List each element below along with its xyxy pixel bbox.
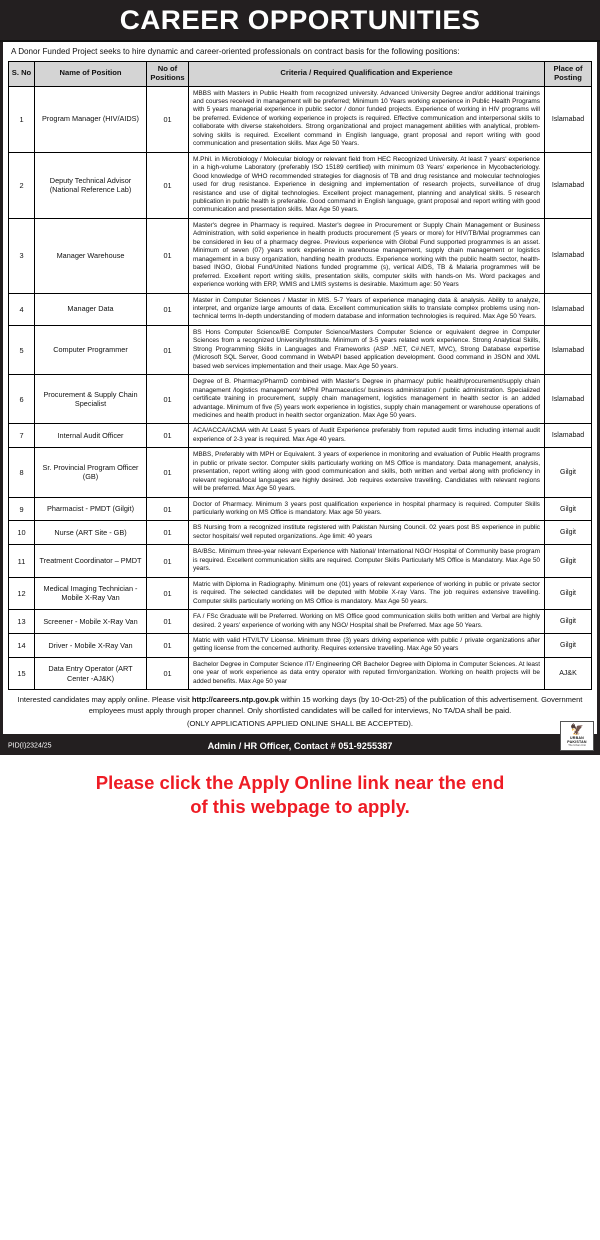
table-row <box>9 545 592 577</box>
logo-label: URBAN PAKISTAN <box>567 735 587 744</box>
intro-text: A Donor Funded Project seeks to hire dynamic and career-oriented professionals on contract basis for the following positions: <box>11 47 460 56</box>
cell-criteria: BA/BSc. Minimum three-year relevant Experience with National/ International NGO/ Hospital of Community base program is required. Excellent communication skills are required. Computer Skills Particularly MS Office is Mandatory. Max Age 50 years. <box>189 545 545 577</box>
jobs-table-wrap <box>0 61 600 690</box>
cell-place: Islamabad <box>545 218 592 293</box>
cell-place: Islamabad <box>545 424 592 448</box>
cell-criteria: Master's degree in Pharmacy is required. Master's degree in Procurement or Supply Chain Management or Business Administration, with solid experience in health products procurement (5 years or more) for HIV/TB/Mal programmes can be considered in lieu of a pharmacy degree. Previous experience with Global Fund supported programmes is an asset. Minimum of seven (07) years work experience in warehouse management, supply chain management or logistics management in a busy organization, handling health products. Experience working with the public health sector, health-based INGO, Global Fund/United Nations funded programme (s), vertical AIDS, TB & Malaria programmes will be preferred. Excellent report writing skills, presentation skills, computer skills with hands-on Ms. Word packages and experience working with ERP, WMIS and LMIS systems is desirable. Maximum age: 50 Years <box>189 218 545 293</box>
banner <box>0 0 600 42</box>
cell-num: 01 <box>147 152 189 218</box>
table-row <box>9 86 592 152</box>
table-row <box>9 610 592 634</box>
cell-criteria: Bachelor Degree in Computer Science /IT/ Engineering OR Bachelor Degree with Diploma in Computer Sciences. At least one year of work experience as data entry operator with reputed firm/organization. Working on health projects will be added benefits. Max Age 50 year <box>189 657 545 689</box>
table-row <box>9 448 592 497</box>
cell-sno: 7 <box>9 424 35 448</box>
cell-criteria: Master in Computer Sciences / Master in MIS. 5-7 Years of experience managing data & analysis. Ability to analyze, interpret, and organize large amounts of data. Excellent communication skills to translate complex problems using non-technical terms In-depth understanding of modern database and information technologies is required. Max Age 50 Years. <box>189 293 545 325</box>
cell-place: Islamabad <box>545 152 592 218</box>
table-row <box>9 497 592 521</box>
cell-criteria: ACA/ACCA/ACMA with At Least 5 years of Audit Experience preferably from reputed audit firms including internal audit experience of 2-3 year is required. Max Age 40 years. <box>189 424 545 448</box>
cell-criteria: MBBS, Preferably with MPH or Equivalent. 3 years of experience in monitoring and evaluation of Public Health programs in public or private sector. Computer skills particularly working on MS Office is mandatory. Data management, analysis, presentation, report writing along with good communication and skills, both written and verbal along with proficiency in relevant regional/local languages are highly desired. Job requires extensive travelling. Candidates with relevant regions will be preferred. Max Age 50 years. <box>189 448 545 497</box>
cell-position: Manager Warehouse <box>35 218 147 293</box>
cell-criteria: Degree of B. Pharmacy/PharmD combined with Master's Degree in pharmacy/ public health/procurement/supply chain management /logistics management/ MPhil Pharmaceutics/ business administration / public administration. Specialized certificate training in procurement, supply chain management, logistics management in health sector is an added advantage. Minimum of five (5) years work experience in logistics, supply chain management or warehouse operations of medicines and health product in health sector organization. Max Age 50 years. <box>189 375 545 424</box>
cell-sno: 5 <box>9 325 35 374</box>
table-row <box>9 375 592 424</box>
table-header-row <box>9 62 592 86</box>
cell-num: 01 <box>147 577 189 609</box>
cell-num: 01 <box>147 86 189 152</box>
cell-sno: 14 <box>9 634 35 658</box>
cell-position: Deputy Technical Advisor (National Reference Lab) <box>35 152 147 218</box>
cell-position: Screener - Mobile X-Ray Van <box>35 610 147 634</box>
cell-criteria: Matric with valid HTV/LTV License. Minimum three (3) years driving experience with public / private organizations after getting license from the concerned authority. Requires extensive travelling. Max Age 50 years <box>189 634 545 658</box>
page-title: CAREER OPPORTUNITIES <box>119 4 481 35</box>
cell-place: Gilgit <box>545 521 592 545</box>
application-note <box>13 695 587 717</box>
cell-num: 01 <box>147 218 189 293</box>
cell-place: Islamabad <box>545 325 592 374</box>
cell-criteria: M.Phil. in Microbiology / Molecular biology or relevant field from HEC Recognized University. At least 7 years' experience in a high-volume Laboratory (preferably ISO 15189 certified) with minimum 03 Years' experience in Mycobacteriology. Good knowledge of WHO recommended strategies for diagnosis of TB and drug resistance and molecular technologies used for drug resistance. Experience in designing and implementation of research projects, surveillance of drug resistance and use of digital technologies. Excellent project management, planning and analytical skills. 5 research publication in public health is preferable. Good command in English language, grant proposal and report writing with good communication and presentation skills. Max Age 50 years. <box>189 152 545 218</box>
cell-sno: 11 <box>9 545 35 577</box>
cell-criteria: Matric with Diploma in Radiography. Minimum one (01) years of relevant experience of working in public or private sector is required. The selected candidates will be deputed with Mobile X-ray Vans. The job requires extensive travelling. Computer skills particularly working on MS Office is mandatory. Max Age 50 years. <box>189 577 545 609</box>
bird-icon: 🦅 <box>570 723 584 736</box>
cell-place: Islamabad <box>545 375 592 424</box>
cell-place: Islamabad <box>545 86 592 152</box>
cell-position: Internal Audit Officer <box>35 424 147 448</box>
table-row <box>9 521 592 545</box>
cell-place: Gilgit <box>545 577 592 609</box>
cell-num: 01 <box>147 424 189 448</box>
cell-place: Gilgit <box>545 545 592 577</box>
cell-sno: 2 <box>9 152 35 218</box>
table-row <box>9 634 592 658</box>
intro-section <box>0 42 600 61</box>
cell-criteria: BS Nursing from a recognized institute registered with Pakistan Nursing Council. 02 years post BS experience in public sector hospitals/ well reputed organizations. Age limit: 40 years <box>189 521 545 545</box>
cell-num: 01 <box>147 375 189 424</box>
cell-position: Medical Imaging Technician - Mobile X-Ray Van <box>35 577 147 609</box>
careers-url[interactable]: http://careers.ntp.gov.pk <box>191 695 279 705</box>
cell-position: Pharmacist - PMDT (Gilgit) <box>35 497 147 521</box>
cell-position: Procurement & Supply Chain Specialist <box>35 375 147 424</box>
jobs-table <box>8 61 592 690</box>
cell-place: Gilgit <box>545 610 592 634</box>
apply-instruction-line2: of this webpage to apply. <box>190 795 410 817</box>
cell-sno: 9 <box>9 497 35 521</box>
online-only-note: (ONLY APPLICATIONS APPLIED ONLINE SHALL BE ACCEPTED). <box>186 719 414 729</box>
cell-sno: 15 <box>9 657 35 689</box>
cell-place: Gilgit <box>545 448 592 497</box>
table-row <box>9 218 592 293</box>
cell-sno: 4 <box>9 293 35 325</box>
column-header-num-positions: No of Positions <box>147 62 189 86</box>
application-note-section <box>0 690 600 736</box>
pid-number: PID(I)2324/25 <box>8 742 52 750</box>
cell-num: 01 <box>147 448 189 497</box>
cell-position: Nurse (ART Site - GB) <box>35 521 147 545</box>
table-row <box>9 577 592 609</box>
cell-num: 01 <box>147 521 189 545</box>
cell-position: Manager Data <box>35 293 147 325</box>
cell-sno: 8 <box>9 448 35 497</box>
cell-position: Sr. Provincial Program Officer (GB) <box>35 448 147 497</box>
cell-criteria: BS Hons Computer Science/BE Computer Science/Masters Computer Science or equivalent degree in Computer Sciences from a recognized University/Institute. Minimum of 3-5 years related work experience. Strong Analytical Skills, Strong Programming Skills in Languages and Frameworks (ASP .NET, C#.NET, MVC), Strong Database expertise (Microsoft SQL Server, Good command in WebAPI based application development. Good command in JSON and XML based web services implementation and their usage. Max Age 50 years. <box>189 325 545 374</box>
table-row <box>9 293 592 325</box>
cell-num: 01 <box>147 657 189 689</box>
cell-position: Data Entry Operator (ART Center -AJ&K) <box>35 657 147 689</box>
note-part2: within 15 working days (by 10-Oct-25) of the publication of this advertisement. Government employees must apply through proper channel. Only shortlisted candidates will be called for interviews, No TA/DA shall be paid. <box>88 695 583 716</box>
column-header-position: Name of Position <box>35 62 147 86</box>
table-row <box>9 657 592 689</box>
cell-criteria: FA / FSc Graduate will be Preferred. Working on MS Office good communication skills both written and Verbal are highly desired. 2 years' experience of working with any NGO/ Hospital shall be Preferred. Max age 50 Years. <box>189 610 545 634</box>
table-row <box>9 325 592 374</box>
cell-num: 01 <box>147 293 189 325</box>
logo-sublabel: The Urban Unit <box>568 744 586 748</box>
table-header <box>9 62 592 86</box>
contact-info: Admin / HR Officer, Contact # 051-9255387 <box>207 740 393 751</box>
table-row <box>9 152 592 218</box>
cell-criteria: Doctor of Pharmacy. Minimum 3 years post qualification experience in hospital pharmacy is required. Computer Skills particularly working on MS Office is mandatory. Max age 50 years. <box>189 497 545 521</box>
cell-position: Program Manager (HIV/AIDS) <box>35 86 147 152</box>
apply-online-instruction <box>0 755 600 828</box>
cell-sno: 10 <box>9 521 35 545</box>
cell-place: Gilgit <box>545 634 592 658</box>
table-row <box>9 424 592 448</box>
note-part1: Interested candidates may apply online. Please visit <box>17 695 192 705</box>
urban-pakistan-logo <box>560 721 594 751</box>
cell-sno: 12 <box>9 577 35 609</box>
cell-num: 01 <box>147 545 189 577</box>
cell-place: Gilgit <box>545 497 592 521</box>
cell-place: AJ&K <box>545 657 592 689</box>
cell-sno: 6 <box>9 375 35 424</box>
cell-position: Driver - Mobile X-Ray Van <box>35 634 147 658</box>
cell-position: Treatment Coordinator – PMDT <box>35 545 147 577</box>
cell-sno: 1 <box>9 86 35 152</box>
cell-criteria: MBBS with Masters in Public Health from recognized university. Advanced University Degree and/or additional trainings and courses received in management will be preferred; Minimum 10 Years working experience in Public Health Programs with 5 years managerial experience in public sector / donor funded projects. Experience of working in HIV programs will be preferred. Evidence of working experience in projects is required. Effective communication and interpersonal skills to collaborate with diverse stakeholders. Strong organizational and project management abilities with analytical, problem-solving skills is required. Excellent command in English language, grant proposal and report writing with good communication and presentation skills. Max Age 50 Years. <box>189 86 545 152</box>
cell-place: Islamabad <box>545 293 592 325</box>
column-header-criteria: Criteria / Required Qualification and Experience <box>189 62 545 86</box>
cell-num: 01 <box>147 634 189 658</box>
cell-num: 01 <box>147 497 189 521</box>
cell-sno: 13 <box>9 610 35 634</box>
cell-position: Computer Programmer <box>35 325 147 374</box>
cell-num: 01 <box>147 325 189 374</box>
cell-sno: 3 <box>9 218 35 293</box>
column-header-sno: S. No <box>9 62 35 86</box>
table-body <box>9 86 592 690</box>
column-header-place: Place of Posting <box>545 62 592 86</box>
cell-num: 01 <box>147 610 189 634</box>
apply-instruction-line1: Please click the Apply Online link near the end <box>95 772 505 794</box>
